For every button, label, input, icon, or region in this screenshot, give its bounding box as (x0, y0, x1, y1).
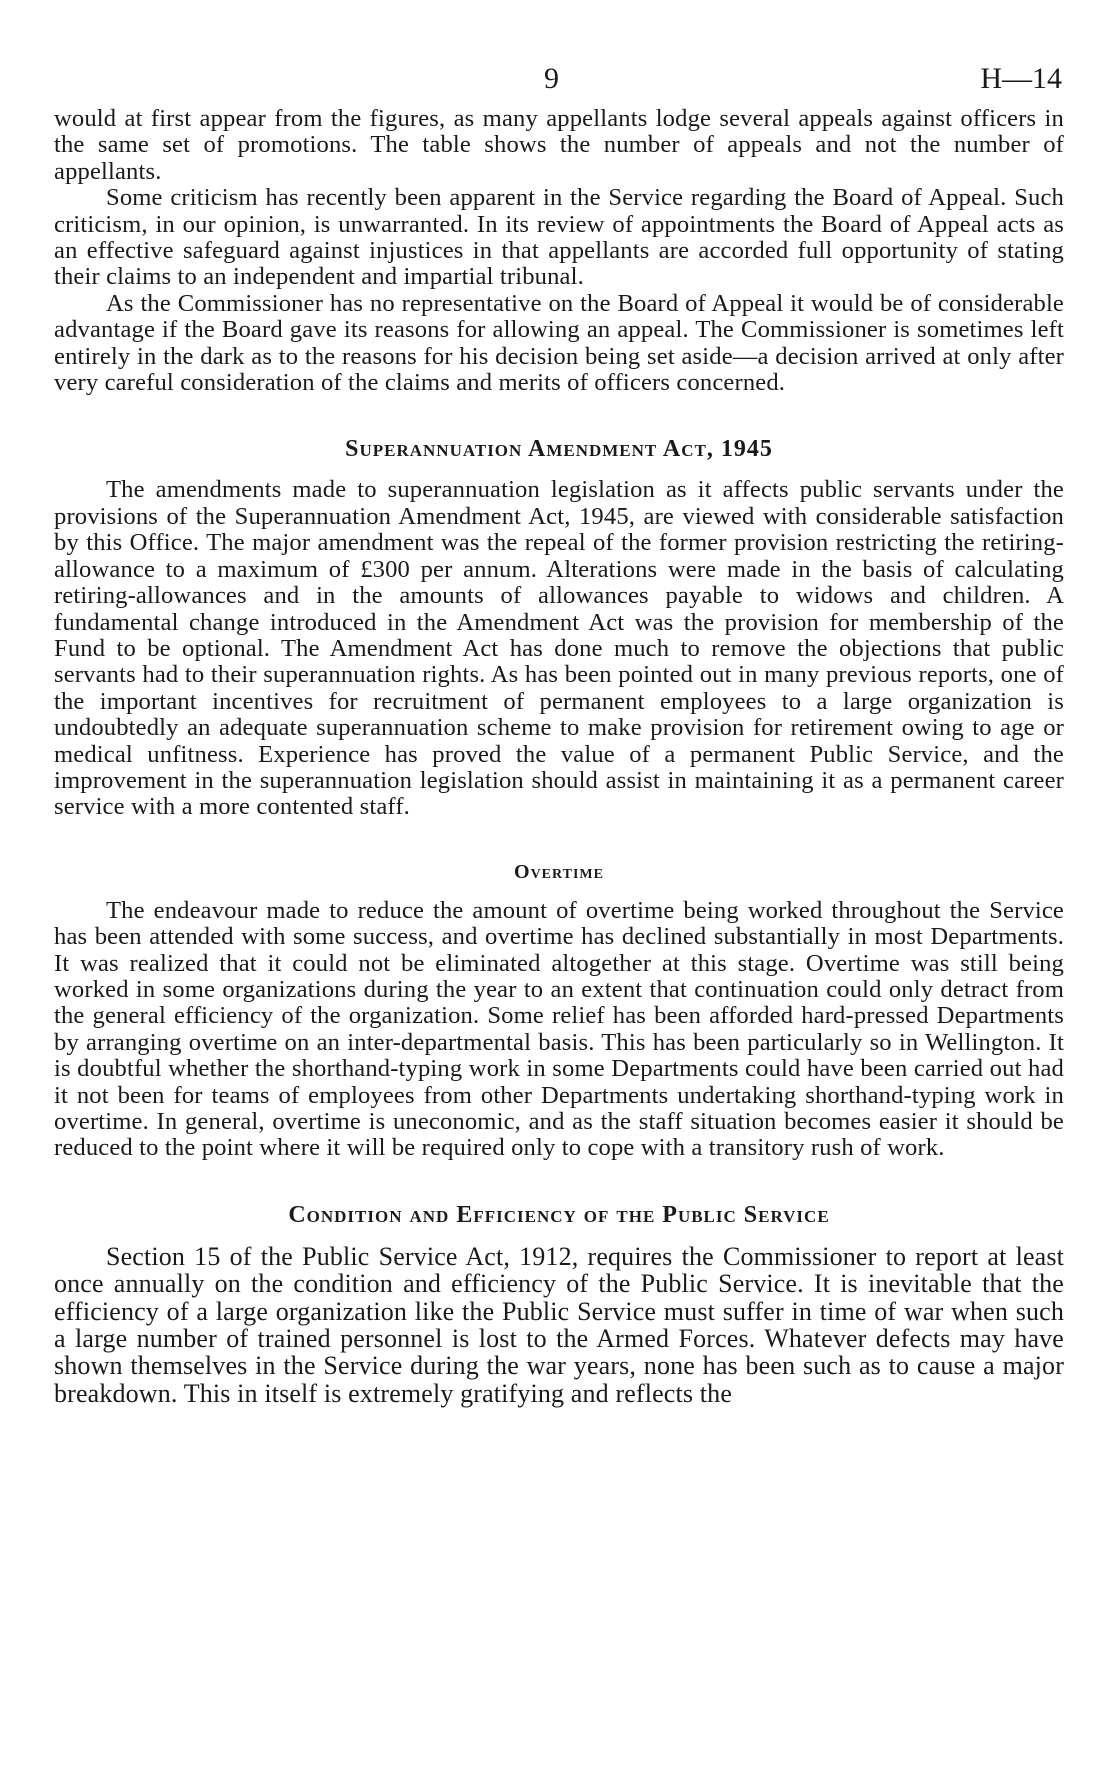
page-header (54, 62, 1064, 106)
intro-section (54, 106, 1064, 396)
overtime-section (54, 861, 1064, 1162)
condition-section (54, 1202, 1064, 1407)
body-paragraph: The amendments made to superannuation legislation as it affects public servants under the provisions of the Superannuation Amendment Act, 1945, are viewed with considerable satisfaction by this Office. The major amendment was the repeal of the former provision restricting the retiring-allowance to a maximum of £300 per annum. Alterations were made in the basis of calculating retiring-allowances and in the amounts of allowances payable to widows and children. A fundamental change introduced in the Amendment Act was the provision for membership of the Fund to be optional. The Amendment Act has done much to remove the objections that public servants had to their superannuation rights. As has been pointed out in many previous reports, one of the important incentives for recruitment of permanent employees to a large organization is undoubtedly an adequate superannuation scheme to make provision for retirement owing to age or medical unfitness. Experience has proved the value of a permanent Public Service, and the improvement in the superannuation legislation should assist in maintaining it as a permanent career service with a more contented staff. (54, 476, 1064, 821)
body-paragraph: Some criticism has recently been apparent in the Service regarding the Board of Appeal. Such criticism, in our opinion, is unwarranted. In its review of appointments the Board of Appeal acts as an effective safeguard against injustices in that appellants are accorded full opportunity of stating their claims to an independent and impartial tribunal. (54, 184, 1064, 291)
superannuation-section (54, 436, 1064, 820)
section-heading: Condition and Efficiency of the Public Service (288, 1201, 830, 1228)
body-paragraph: The endeavour made to reduce the amount of overtime being worked throughout the Service has been attended with some success, and overtime has declined substantially in most Departments. It was realized that it could not be eliminated altogether at this stage. Overtime was still being worked in some organizations during the year to an extent that continuation could only detract from the general efficiency of the organization. Some relief has been afforded hard-pressed Departments by arranging overtime on an inter-departmental basis. This has been particularly so in Wellington. It is doubtful whether the shorthand-typing work in some Departments could have been carried out had it not been for teams of employees from other Departments undertaking shorthand-typing work in overtime. In general, overtime is uneconomic, and as the staff situation becomes easier it should be reduced to the point where it will be required only to cope with a transitory rush of work. (54, 896, 1064, 1162)
page-number: 9 (544, 62, 559, 95)
body-paragraph: would at first appear from the figures, as many appellants lodge several appeals against officers in the same set of promotions. The table shows the number of appeals and not the number of appellants. (54, 105, 1064, 185)
section-heading: Overtime (514, 860, 604, 883)
section-heading: Superannuation Amendment Act, 1945 (345, 436, 773, 463)
body-paragraph: As the Commissioner has no representative on the Board of Appeal it would be of considerable advantage if the Board gave its reasons for allowing an appeal. The Commissioner is sometimes left entirely in the dark as to the reasons for his decision being set aside—a decision arrived at only after very careful consideration of the claims and merits of officers concerned. (54, 289, 1064, 397)
document-code: H—14 (980, 62, 1062, 95)
body-paragraph: Section 15 of the Public Service Act, 1912, requires the Commissioner to report at least once annually on the condition and efficiency of the Public Service. It is inevitable that the efficiency of a large organization like the Public Service must suffer in time of war when such a large number of trained personnel is lost to the Armed Forces. Whatever defects may have shown themselves in the Service during the war years, none has been such as to cause a major breakdown. This in itself is extremely gratifying and reflects the (54, 1241, 1064, 1408)
document-page (54, 62, 1064, 1407)
